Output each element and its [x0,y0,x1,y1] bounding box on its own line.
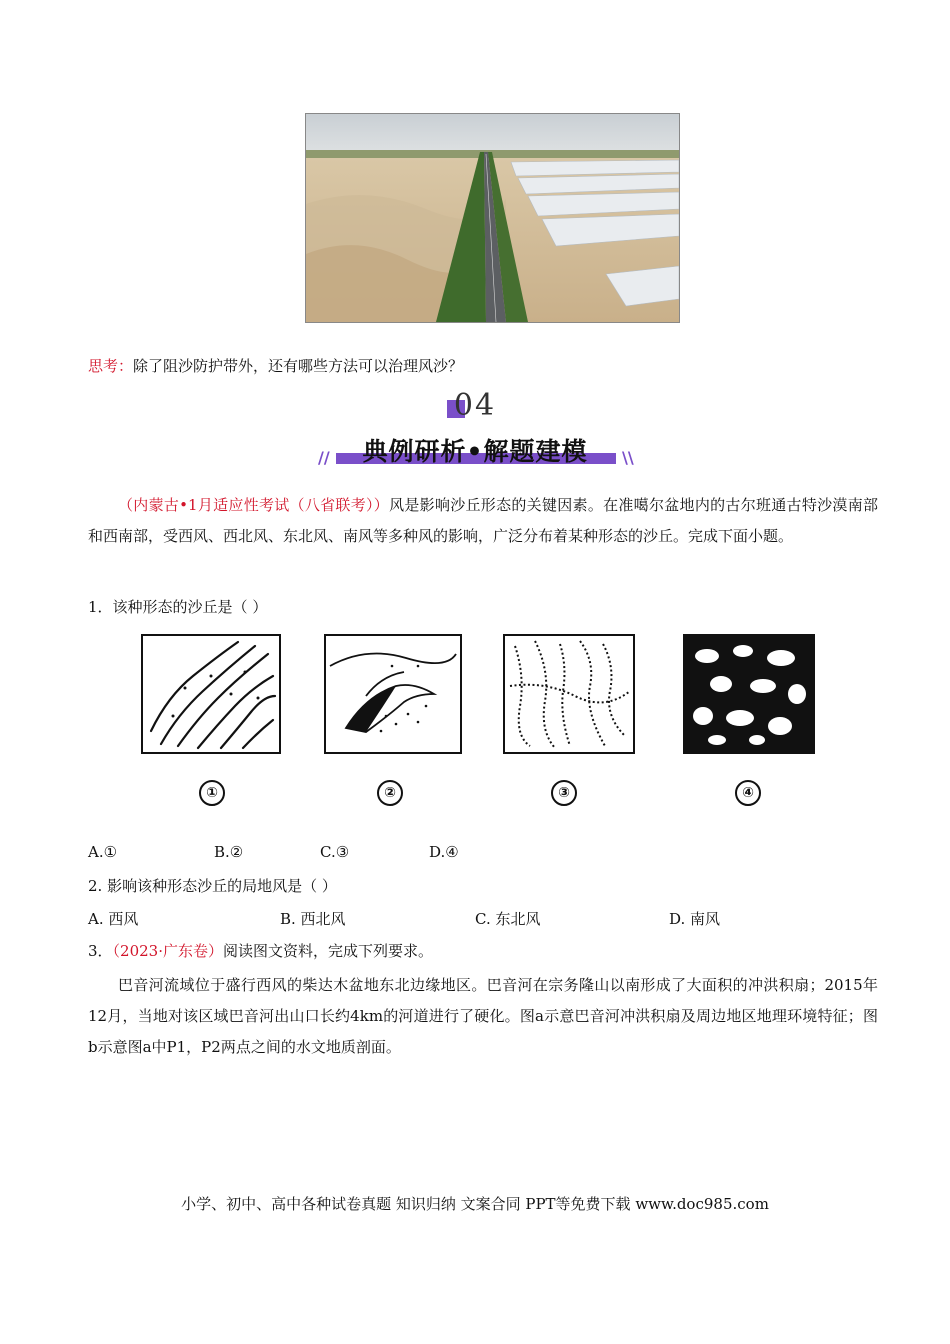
dune-figure-2 [324,634,462,754]
photo-illustration [306,114,679,322]
question-2-stem: 2. 影响该种形态沙丘的局地风是（ ） [88,877,337,895]
figure-label-4: ④ [735,780,761,806]
q3-stem-text: 阅读图文资料，完成下列要求。 [223,942,434,960]
right-slash-icon: \\ [622,448,634,467]
think-colon: ： [118,357,134,375]
q1-option-b: B.② [214,843,244,861]
intro-text: 风是影响沙丘形态的关键因素。在准噶尔盆地内的古尔班通古特沙漠南部和西南部，受西风、西北风、东北风、南风等多种风的影响，广泛分布着某种形态的沙丘。完成下面小题。 [88,496,878,545]
dune-figure-4-drawing [685,636,813,752]
desert-road-photo [305,113,680,323]
think-label: 思考 [88,357,119,375]
section-number: 04 [453,388,497,423]
q2-option-a: A. 西风 [88,910,139,928]
dune-figure-3 [503,634,635,754]
dune-figure-1-drawing [143,636,279,752]
figure-label-2: ② [377,780,403,806]
q2-option-c: C. 东北风 [475,910,541,928]
q3-source: （2023·广东卷） [112,942,223,960]
q1-option-d: D.④ [429,843,459,861]
q1-option-a: A.① [88,843,118,861]
intro-paragraph [88,490,878,552]
left-slash-icon: // [318,448,330,467]
q2-option-b: B. 西北风 [280,910,346,928]
dune-figure-3-drawing [505,636,633,752]
q3-number: 3． [88,942,113,960]
figure-label-3: ③ [551,780,577,806]
q1-option-c: C.③ [320,843,350,861]
q2-option-d: D. 南风 [669,910,721,928]
figure-label-1: ① [199,780,225,806]
question-3-stem [88,940,433,961]
dune-figure-4 [683,634,815,754]
dune-figure-1 [141,634,281,754]
think-text: 除了阻沙防护带外，还有哪些方法可以治理风沙？ [133,357,464,375]
question-1-stem: 1．该种形态的沙丘是（ ） [88,598,268,616]
page-footer: 小学、初中、高中各种试卷真题 知识归纳 文案合同 PPT等免费下载 www.doc985.com [181,1195,769,1213]
think-prompt [88,355,463,376]
q3-paragraph: 巴音河流域位于盛行西风的柴达木盆地东北边缘地区。巴音河在宗务隆山以南形成了大面积的冲洪积扇；2015年12月，当地对该区域巴音河出山口长约4km的河道进行了硬化。图a示意巴音河冲洪积扇及周边地区地理环境特征；图b示意图a中P1，P2两点之间的水文地质剖面。 [88,976,878,1056]
dune-figure-2-drawing [326,636,460,752]
intro-source: （内蒙古•1月适应性考试（八省联考）） [118,496,390,514]
section-title: 典例研析•解题建模 [362,437,588,466]
